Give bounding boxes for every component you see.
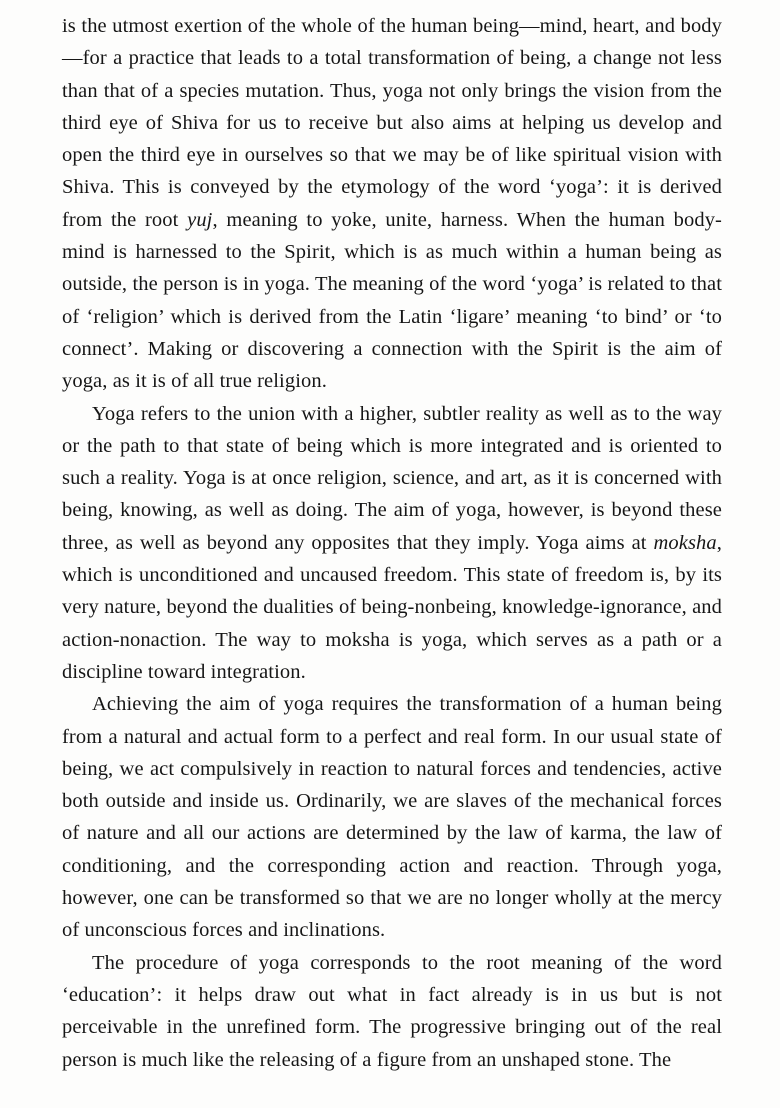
paragraph xyxy=(62,398,722,689)
text-run: Yoga refers to the union with a higher, subtler reality as well as to the way or the path to that state of being which is more integrated and is oriented to such a reality. Yoga is at once religion, science, and art, as it is concerned with being, knowing, as well as doing. The aim of yoga, however, is beyond these three, as well as beyond any opposites that they imply. Yoga aims at xyxy=(62,402,722,554)
text-run: Achieving the aim of yoga requires the transformation of a human being from a natural and actual form to a perfect and real form. In our usual state of being, we act compulsively in reaction to natural forces and tendencies, active both outside and inside us. Ordinarily, we are slaves of the mechanical forces of nature and all our actions are determined by the law of karma, the law of conditioning, and the corresponding action and reaction. Through yoga, however, one can be transformed so that we are no longer wholly at the mercy of unconscious forces and inclinations. xyxy=(62,693,722,942)
text-run: , which is unconditioned and uncaused freedom. This state of freedom is, by its very nature, beyond the dualities of being-nonbeing, knowledge-ignorance, and action-nonaction. The way to moksha is yoga, which serves as a path or a discipline toward integration. xyxy=(62,531,722,683)
page-body xyxy=(62,10,722,1076)
text-run: is the utmost exertion of the whole of the human being—mind, heart, and body—for a practice that leads to a total transformation of being, a change not less than that of a species mutation. Thus, yoga not only brings the vision from the third eye of Shiva for us to receive but also aims at helping us develop and open the third eye in ourselves so that we may be of like spiritual vision with Shiva. This is conveyed by the etymology of the word ‘yoga’: it is derived from the root xyxy=(62,15,722,231)
paragraph xyxy=(62,688,722,946)
text-run: , meaning to yoke, unite, harness. When the human body-mind is harnessed to the Spirit, which is as much within a human being as outside, the person is in yoga. The meaning of the word ‘yoga’ is related to that of ‘religion’ which is derived from the Latin ‘ligare’ meaning ‘to bind’ or ‘to connect’. Making or discovering a connection with the Spirit is the aim of yoga, as it is of all true religion. xyxy=(62,208,722,393)
paragraph xyxy=(62,947,722,1076)
italic-text-run: yuj xyxy=(187,208,213,231)
italic-text-run: moksha xyxy=(653,531,717,554)
text-run: The procedure of yoga corresponds to the root meaning of the word ‘education’: it helps draw out what in fact already is in us but is not perceivable in the unrefined form. The progressive bringing out of the real person is much like the releasing of a figure from an unshaped stone. The xyxy=(62,951,722,1071)
paragraph xyxy=(62,10,722,398)
